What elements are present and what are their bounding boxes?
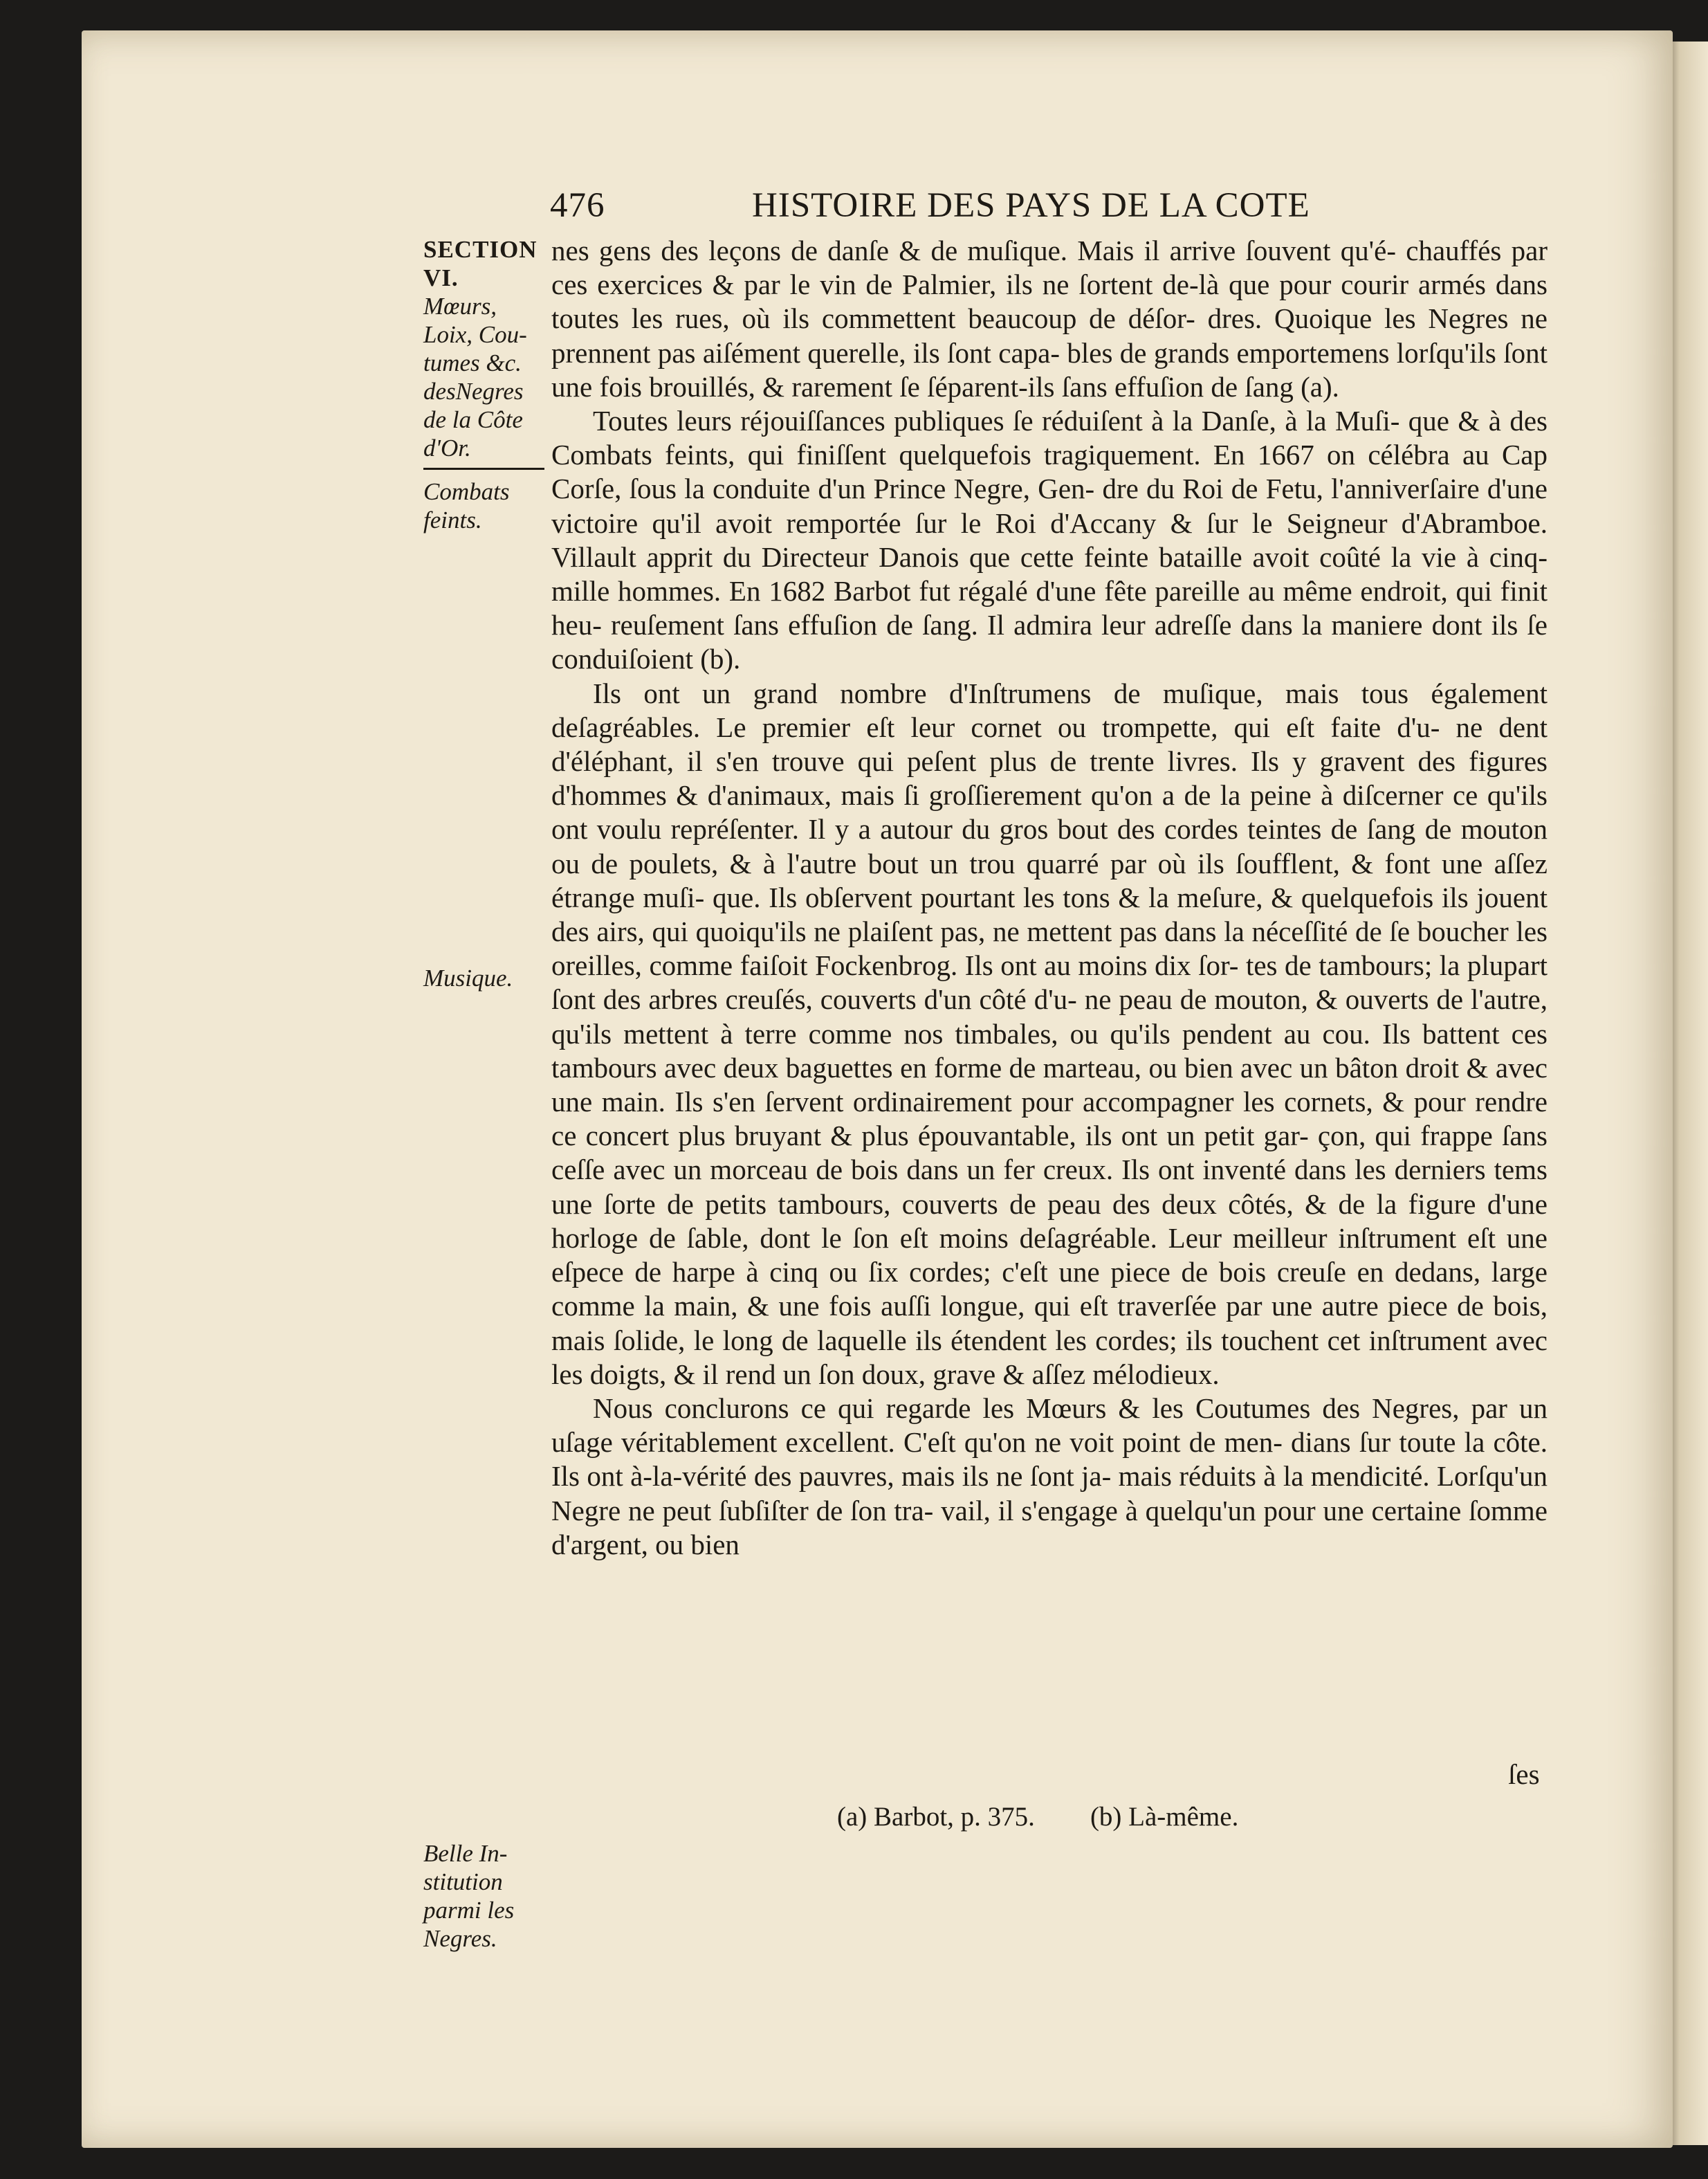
page-number: 476 [550,186,605,225]
margin-note-musique [423,964,555,992]
paragraph-3: Ils ont un grand nombre d'Inſtrumens de muſique, mais tous également deſagréables. Le premier eſt leur cornet ou trompette, qui eſt faite d'u- ne dent d'éléphant, il s'en trouve qui peſent plus de trente livres. Ils y gravent des figures d'hommes & d'animaux, mais ſi groſſierement qu'on a de la peine à diſcerner ce qu'ils ont voulu repréſenter. Il y a autour du gros bout des cordes teintes de ſang de mouton ou de poulets, & à l'autre bout un trou quarré par où ils ſoufflent, & font une aſſez étrange muſi- que. Ils obſervent pourtant les tons & la meſure, & quelquefois ils jouent des airs, qui quoiqu'ils ne plaiſent pas, ne mettent pas dans la néceſſité de ſe boucher les oreilles, comme faiſoit Fockenbrog. Ils ont au moins dix ſor- tes de tambours; la plupart ſont des arbres creuſés, couverts d'un côté d'u- ne peau de mouton, & ouverts de l'autre, qu'ils mettent à terre comme nos timbales, ou qu'ils pendent au cou. Ils battent ces tambours avec deux baguettes en forme de marteau, ou bien avec un bâton droit & avec une main. Ils s'en ſervent ordinairement pour accompagner les cornets, & pour rendre ce concert plus bruyant & plus épouvantable, ils ont un petit gar- çon, qui frappe ſans ceſſe avec un morceau de bois dans un fer creux. Ils ont inventé dans les derniers tems une ſorte de petits tambours, couverts de peau des deux côtés, & de la figure d'une horloge de ſable, dont le ſon eſt moins deſagréable. Leur meilleur inſtrument eſt une eſpece de harpe à cinq ou ſix cordes; c'eſt une piece de bois creuſe en dedans, large comme la main, & une fois auſſi longue, qui eſt traverſée par une autre piece de bois, mais ſolide, le long de laquelle ils étendent les cordes; ils touchent cet inſtrument avec les doigts, & il rend un ſon doux, grave & aſſez mélodieux. [551,677,1548,1390]
main-text [551,234,1548,1562]
margin-note-belle-institution [423,1839,555,1953]
paragraph-4: Nous conclurons ce qui regarde les Mœurs & les Coutumes des Negres, par un uſage véritablement excellent. C'eſt qu'on ne voit point de men- dians ſur toute la côte. Ils ont à-la-vérité des pauvres, mais ils ne ſont ja- mais réduits à la mendicité. Lorſqu'un Negre ne peut ſubſiſter de ſon tra- vail, il s'engage à quelqu'un pour une certaine ſomme d'argent, ou bien [551,1392,1548,1560]
footnote-a: (a) Barbot, p. 375. [837,1802,1035,1832]
combats-note: Combats feints. [423,478,510,534]
margin-note-combats [423,477,555,534]
section-label: SECTION VI. [423,236,538,291]
margin-note-section [423,235,555,470]
footnote-b: (b) Là-même. [1090,1802,1239,1832]
catchword: ſes [1508,1758,1540,1790]
paragraph-2: Toutes leurs réjouiſſances publiques ſe réduiſent à la Danſe, à la Muſi- que & à des Combats feints, qui finiſſent quelquefois tragiquement. En 1667 on célébra au Cap Corſe, ſous la conduite d'un Prince Negre, Gen- dre du Roi de Fetu, l'anniverſaire d'une victoire qu'il avoit remportée ſur le Roi d'Accany & ſur le Seigneur d'Abramboe. Villault apprit du Directeur Danois que cette feinte bataille avoit coûté la vie à cinq-mille hommes. En 1682 Barbot fut régalé d'une fête pareille au même endroit, qui finit heu- reuſement ſans effuſion de ſang. Il admira leur adreſſe dans la maniere dont ils ſe conduiſoient (b). [551,405,1548,675]
running-title: HISTOIRE DES PAYS DE LA COTE [752,186,1310,225]
section-subject: Mœurs, Loix, Cou- tumes &c. desNegres de la Côte d'Or. [423,293,527,462]
note-divider [423,468,544,470]
musique-note: Musique. [423,965,513,992]
paragraph-1: nes gens des leçons de danſe & de muſique. Mais il arrive ſouvent qu'é- chauffés par ces exercices & par le vin de Palmier, ils ne ſortent de-là que pour courir armés dans toutes les rues, où ils commettent beaucoup de déſor- dres. Quoique les Negres ne prennent pas aiſément querelle, ils ſont capa- bles de grands emportemens lorſqu'ils ſont une fois brouillés, & rarement ſe ſéparent-ils ſans effuſion de ſang (a). [551,235,1548,403]
belle-institution-note: Belle In- stitution parmi les Negres. [423,1840,515,1952]
footnotes [837,1801,1390,1832]
